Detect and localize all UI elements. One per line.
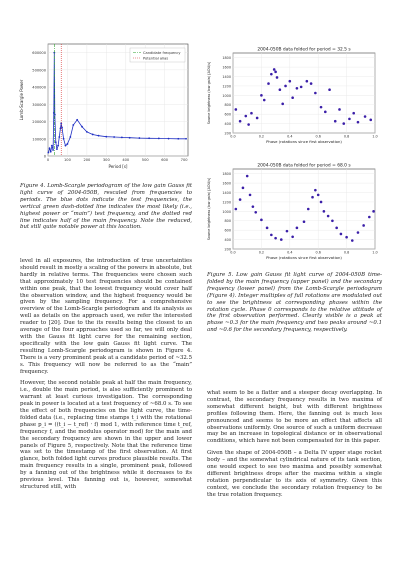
y-tick-label: 1200 [222,84,231,89]
x-tick-label: 0.4 [287,134,293,139]
x-tick-label: 1.0 [372,134,378,139]
data-point [335,227,338,230]
y-tick-label: 100000 [32,137,46,142]
x-tick-label: 300 [102,158,110,162]
left-paragraph-1: level in all exposures, the introduction of true uncertainties should result in mostly a scaling of the powers in absolute, but hardly in relative terms. The frequencies were chosen such that approximately 10 test frequencies should be contained within one peak, that the lowest frequency would cover half the observation window, and the highest frequency would be given by the sampling frequency. For a comprehensive overview of the Lomb-Scargle periodogram and its analysis as well as details on the approach used, we refer the interested reader to [20]. Due to the its results being the closest to an average of the four approaches used so far, we will only deal with the Gauss fit light curve for the remaining section, specifically with the low gain Gauss fit light curve. The resulting Lomb-Scargle periodogram is shown in Figure 4. There is a very prominent peak at a candidate period of ~32.5 s. This frequency will now be referred to as the “main” frequency. [20,258,192,375]
x-tick-label: 0.2 [258,250,265,255]
y-tick-label: 600 [224,228,231,233]
x-tick-label: 0 [46,158,50,162]
data-point [249,194,252,197]
y-tick-label: 1800 [222,56,231,61]
plot-frame [233,169,375,249]
periodogram-point [168,138,170,140]
y-tick-label: 500000 [32,68,46,73]
data-point [296,87,299,90]
data-point [239,198,242,201]
data-point [362,224,365,227]
y-tick-label: 1800 [222,172,231,177]
periodogram-point [56,148,58,150]
data-point [320,201,323,204]
data-point [254,211,257,214]
right-paragraph-1: what seem to be a flatter and a steeper decay overlapping. In contrast, the secondary frequency results in two maxima of somewhat different height, but with different brightness profiles following them. Here, the fanning out is much less pronounced and seems to be more an effect that affects all observations uniformly. One source of such a uniform decrease may be an increase in topological distance or in observational conditions, which have not been compensated for in this paper. [207,390,382,445]
data-point [270,73,273,76]
data-point [235,108,238,111]
data-point [244,115,247,118]
data-point [280,238,283,241]
folded-chart-secondary [205,160,385,268]
figure-5-caption-text: Figure 5. Low gain Gauss fit light curve of 2004-050B time-folded by the main frequency (upper panel) and the secondary frequency (lower panel) from the Lomb-Scargle periodogram (Figure 4). Integer multiples of full rotations are modulated out to see the brightness at corresponding phases within the rotation cycle. Phase 0 corresponds to the relative attitude of the first observation performed. Clearly visible is a peak at phase ~0.3 for the main frequency and two peaks around ~0.1 and ~0.6 for the secondary frequency, respectively. [207,272,382,334]
data-point [239,120,242,123]
x-tick-label: 700 [180,158,188,162]
data-point [246,175,249,178]
data-point [266,227,269,230]
data-point [279,88,282,91]
periodogram-point [55,141,57,143]
periodogram-point [86,131,88,133]
periodogram-point [72,124,74,126]
data-point [323,210,326,213]
data-point [320,106,323,109]
periodogram-point [58,136,60,138]
x-tick-label: 0.6 [315,134,321,139]
periodogram-point [185,138,187,140]
y-tick-label: 1000 [222,93,231,98]
data-point [303,220,306,223]
data-point [328,88,331,91]
y-tick-label: 1000 [222,209,231,214]
figure-4-caption [20,183,192,236]
x-tick-label: 0.0 [230,250,236,255]
data-point [281,103,284,106]
x-axis-label: Period [s] [108,164,128,169]
periodogram-point [50,151,52,153]
data-point [274,237,277,240]
right-column [207,390,382,504]
data-point [314,92,317,95]
y-tick-label: 1200 [222,200,231,205]
right-paragraph-2: Given the shape of 2004-050B – a Delta IV upper stage rocket body – and the somewhat cylindrical nature of its tank section, one would expect to see two maxima and possibly somewhat different brightness drops after the maxima within a single rotation perpendicular to its axis of symmetry. Given this context, we conclude the secondary rotation frequency to be the true rotation frequency. [207,450,382,498]
x-axis-label: Phase (rotations since first observation) [266,139,342,144]
data-point [284,85,287,88]
data-point [260,94,263,97]
x-tick-label: 1.0 [372,250,378,255]
left-column [20,258,192,496]
data-point [357,231,360,234]
data-point [327,215,330,218]
periodogram-point [67,143,69,145]
periodogram-point [113,136,115,138]
y-axis-label: Lomb-Scargle Power [19,79,24,121]
data-point [250,112,253,115]
data-point [252,205,255,208]
data-point [311,196,314,199]
data-point [291,235,294,238]
y-tick-label: 400 [224,121,231,126]
periodogram-point [148,137,150,139]
x-tick-label: 0.0 [230,134,236,139]
y-tick-label: 1400 [222,190,231,195]
y-tick-label: 300000 [32,102,46,107]
data-point [357,121,360,124]
data-point [274,71,277,74]
legend-candidate-label: Candidate frequency [143,51,181,55]
data-point [270,234,273,237]
y-tick-label: 600 [224,112,231,117]
y-tick-label: 400000 [32,85,46,90]
y-tick-label: 200 [224,247,231,252]
x-tick-label: 200 [83,158,91,162]
data-point [235,208,238,211]
x-tick-label: 600 [161,158,169,162]
data-point [286,230,289,233]
y-tick-label: 600000 [32,51,46,56]
x-tick-label: 0.6 [315,250,321,255]
data-point [247,123,250,126]
y-axis-label: Source brightness (low gain) [ADU/s] [207,61,211,125]
folded-chart-main [205,44,385,152]
data-point [352,112,355,115]
data-point [267,82,270,85]
plot-frame [233,53,375,133]
data-point [306,80,309,83]
data-point [260,219,263,222]
data-point [289,80,292,83]
periodogram-point [105,136,107,138]
data-point [314,189,317,192]
figure-4-caption-text: Figure 4. Lomb-Scargle periodogram of the low gain Gauss fit light curve of 2004-050B, rescaled from frequencies to periods. The blue dots indicate the test frequencies, the vertical green dash-dotted line indicates the most likely (i.e., highest power or “main”) test frequency, and the dotted red line indicates half of the main frequency. Note the reduced, but still quite notable power at this location. [20,183,192,231]
y-tick-label: 400 [224,237,231,242]
x-tick-label: 100 [64,158,71,162]
periodogram-point [76,119,78,121]
data-point [276,76,279,79]
periodogram-point [49,147,51,149]
periodogram-point [138,137,140,139]
periodogram-point [158,138,160,140]
x-tick-label: 0.8 [343,134,350,139]
y-tick-label: 1600 [222,65,231,70]
data-point [273,68,276,71]
y-tick-label: 800 [224,219,231,224]
y-axis-label: Source brightness (low gain) [ADU/s] [207,177,211,241]
data-point [369,119,372,122]
periodogram-point [98,135,100,137]
y-tick-label: 0 [43,154,46,159]
x-tick-label: 500 [141,158,149,162]
data-point [256,117,259,120]
legend-alias-label: Potential alias [143,56,169,61]
periodogram-point [57,145,59,147]
data-point [334,120,337,123]
periodogram-point [69,136,71,138]
data-point [242,187,245,190]
y-tick-label: 800 [224,103,231,108]
figure-5-lower [205,160,385,268]
y-tick-label: 200 [224,131,231,136]
periodogram-point [65,145,67,147]
data-point [310,82,313,85]
data-point [296,227,299,230]
data-point [338,108,341,111]
data-point [300,86,303,89]
periodogram-point [177,138,179,140]
periodogram-point [129,137,131,139]
x-axis-label: Phase (rotations since first observation) [266,255,342,260]
periodogram-chart [18,38,196,178]
data-point [331,219,334,222]
periodogram-point [121,136,123,138]
figure-4 [18,38,196,178]
periodogram-curve [48,53,186,153]
x-tick-label: 0.4 [287,250,293,255]
y-tick-label: 200000 [32,120,46,125]
y-tick-label: 1400 [222,74,231,79]
data-point [368,216,371,219]
data-point [364,115,367,118]
x-tick-label: 0.8 [343,250,350,255]
data-point [291,96,294,99]
data-point [324,111,327,114]
data-point [351,239,354,242]
y-tick-label: 1600 [222,181,231,186]
periodogram-point [81,126,83,128]
chart-title: 2004-050B data folded for period = 68.0 s [257,163,351,169]
x-tick-label: 400 [122,158,130,162]
periodogram-point [51,145,53,147]
data-point [317,194,320,197]
x-tick-label: 0.2 [258,134,265,139]
data-point [348,118,351,121]
data-point [263,99,266,102]
data-point [340,233,343,236]
figure-5-caption [207,272,382,339]
periodogram-point [92,134,94,136]
periodogram-point [52,149,54,151]
chart-title: 2004-050B data folded for period = 32.5 s [257,47,351,53]
data-point [342,122,345,125]
periodogram-point [63,138,65,140]
left-paragraph-2: However, the second notable peak at half the main frequency, i.e., double the main period, is also sufficiently prominent to warrant at least curious investigation. The corresponding peak in power is located at a test frequency of ~68.0 s. To see the effect of both frequencies on the light curve, the time-folded data (i.e., replacing time stamps t_i with the rotational phase p_i = ((t_i − t_ref) · f) mod 1, with reference time t_ref, frequency f, and the modulus operator mod) for the main and the secondary frequency are shown in the upper and lower panels of Figure 5, respectively. Note that the reference time was set to the timestamp of the first observation. At first glance, both folded light curves produce plausible results. The main frequency results in a single, prominent peak, followed by a fanning out of the brightness while it decreases to its previous level. This fanning out is, however, somewhat structured still, with [20,380,192,490]
data-point [345,236,348,239]
data-point [307,208,310,211]
data-point [372,210,375,213]
figure-5-upper [205,44,385,152]
periodogram-point [47,152,49,154]
